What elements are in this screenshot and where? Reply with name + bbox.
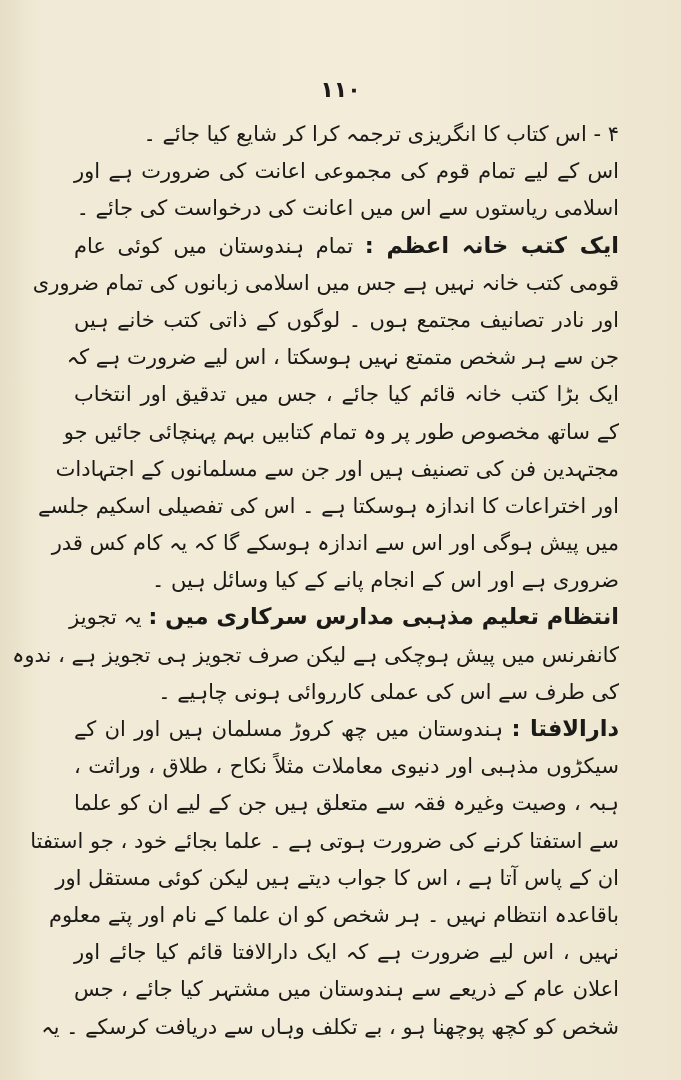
text-line <box>63 414 619 451</box>
line-text: ہندوستان میں چھ کروڑ مسلمان ہیں اور ان کے <box>74 717 504 741</box>
text-line <box>74 562 619 599</box>
section-heading: انتظام تعلیم مذہبی مدارس سرکاری میں : <box>148 604 619 631</box>
text-line <box>41 1009 619 1046</box>
text-line <box>74 674 619 711</box>
line-text: میں پیش ہوگی اور اس سے اندازہ ہوسکے گا کہ یہ کام کس قدر <box>51 531 619 556</box>
line-text: اس کے لیے تمام قوم کی مجموعی اعانت کی ضرورت ہے اور <box>74 159 619 184</box>
text-line <box>38 488 619 525</box>
text-line <box>32 265 619 302</box>
line-text: اعلان عام کے ذریعے سے ہندوستان میں مشتہر کیا جائے ، جس <box>74 977 619 1002</box>
text-line <box>74 785 619 822</box>
line-text: یہ تجویز <box>69 605 142 630</box>
text-line <box>74 302 619 339</box>
text-line <box>30 823 619 860</box>
text-line <box>74 228 619 265</box>
line-text: نہیں ، اس لیے ضرورت ہے کہ ایک دارالافتا قائم کیا جائے اور <box>74 940 619 965</box>
page-number: ۱۱۰ <box>320 78 361 103</box>
text-line <box>74 748 619 785</box>
line-text: جن سے ہر شخص متمتع نہیں ہوسکتا ، اس لیے ضرورت ہے کہ <box>66 345 619 370</box>
line-text: ان کے پاس آتا ہے ، اس کا جواب دیتے ہیں لیکن کوئی مستقل اور <box>55 865 619 890</box>
text-line <box>74 376 619 413</box>
text-line <box>12 637 619 674</box>
line-text: کی طرف سے اس کی عملی کارروائی ہونی چاہیے ۔ <box>158 679 619 704</box>
text-line <box>74 934 619 971</box>
line-text: اور اختراعات کا اندازہ ہوسکتا ہے ۔ اس کی تفصیلی اسکیم جلسے <box>38 493 619 518</box>
line-text: تمام ہندوستان میں کوئی عام <box>74 233 354 258</box>
line-text: مجتہدین فن کی تصنیف ہیں اور جن سے مسلمانوں کے اجتہادات <box>55 456 619 481</box>
line-text: ایک بڑا کتب خانہ قائم کیا جائے ، جس میں تدقیق اور انتخاب <box>74 382 619 407</box>
line-text: اور نادر تصانیف مجتمع ہوں ۔ لوگوں کے ذاتی کتب خانے ہیں <box>74 307 619 332</box>
text-line <box>74 711 619 748</box>
text-line <box>74 153 619 190</box>
text-line <box>74 116 619 153</box>
line-text: ۴ - اس کتاب کا انگریزی ترجمہ کرا کر شایع کیا جائے ۔ <box>143 122 619 146</box>
line-text: ضروری ہے اور اس کے انجام پانے کے کیا وسائل ہیں ۔ <box>152 568 619 593</box>
section-heading: ایک کتب خانہ اعظم : <box>364 232 619 259</box>
line-text: سیکڑوں مذہبی اور دنیوی معاملات مثلاً نکاح ، طلاق ، وراثت ، <box>74 754 619 779</box>
text-line <box>55 451 619 488</box>
line-text: باقاعدہ انتظام نہیں ۔ ہر شخص کو ان علما کے نام اور پتے معلوم <box>49 902 619 927</box>
section-heading: دارالافتا : <box>511 716 619 742</box>
text-line <box>51 525 619 562</box>
text-line <box>74 190 619 227</box>
text-line <box>74 971 619 1008</box>
line-text: کانفرنس میں پیش ہوچکی ہے لیکن صرف تجویز ہی تجویز ہے ، ندوہ <box>12 642 619 667</box>
line-text: قومی کتب خانہ نہیں ہے جس میں اسلامی زبانوں کی تمام ضروری <box>32 270 619 295</box>
body-text <box>12 116 619 1046</box>
line-text: ہبہ ، وصیت وغیرہ فقہ سے متعلق ہیں جن کے لیے ان کو علما <box>74 791 619 816</box>
line-text: سے استفتا کرنے کی ضرورت ہوتی ہے ۔ علما بجائے خود ، جو استفتا <box>30 828 619 853</box>
text-line <box>69 599 619 636</box>
line-text: کے ساتھ مخصوص طور پر وہ تمام کتابیں بہم پہنچائی جائیں جو <box>63 419 619 444</box>
text-line <box>49 897 619 934</box>
line-text: شخص کو کچھ پوچھنا ہو ، بے تکلف وہاں سے دریافت کرسکے ۔ یہ <box>41 1014 619 1039</box>
text-line <box>55 860 619 897</box>
line-text: اسلامی ریاستوں سے اس میں اعانت کی درخواست کی جائے ۔ <box>76 196 619 221</box>
text-line <box>66 339 619 376</box>
